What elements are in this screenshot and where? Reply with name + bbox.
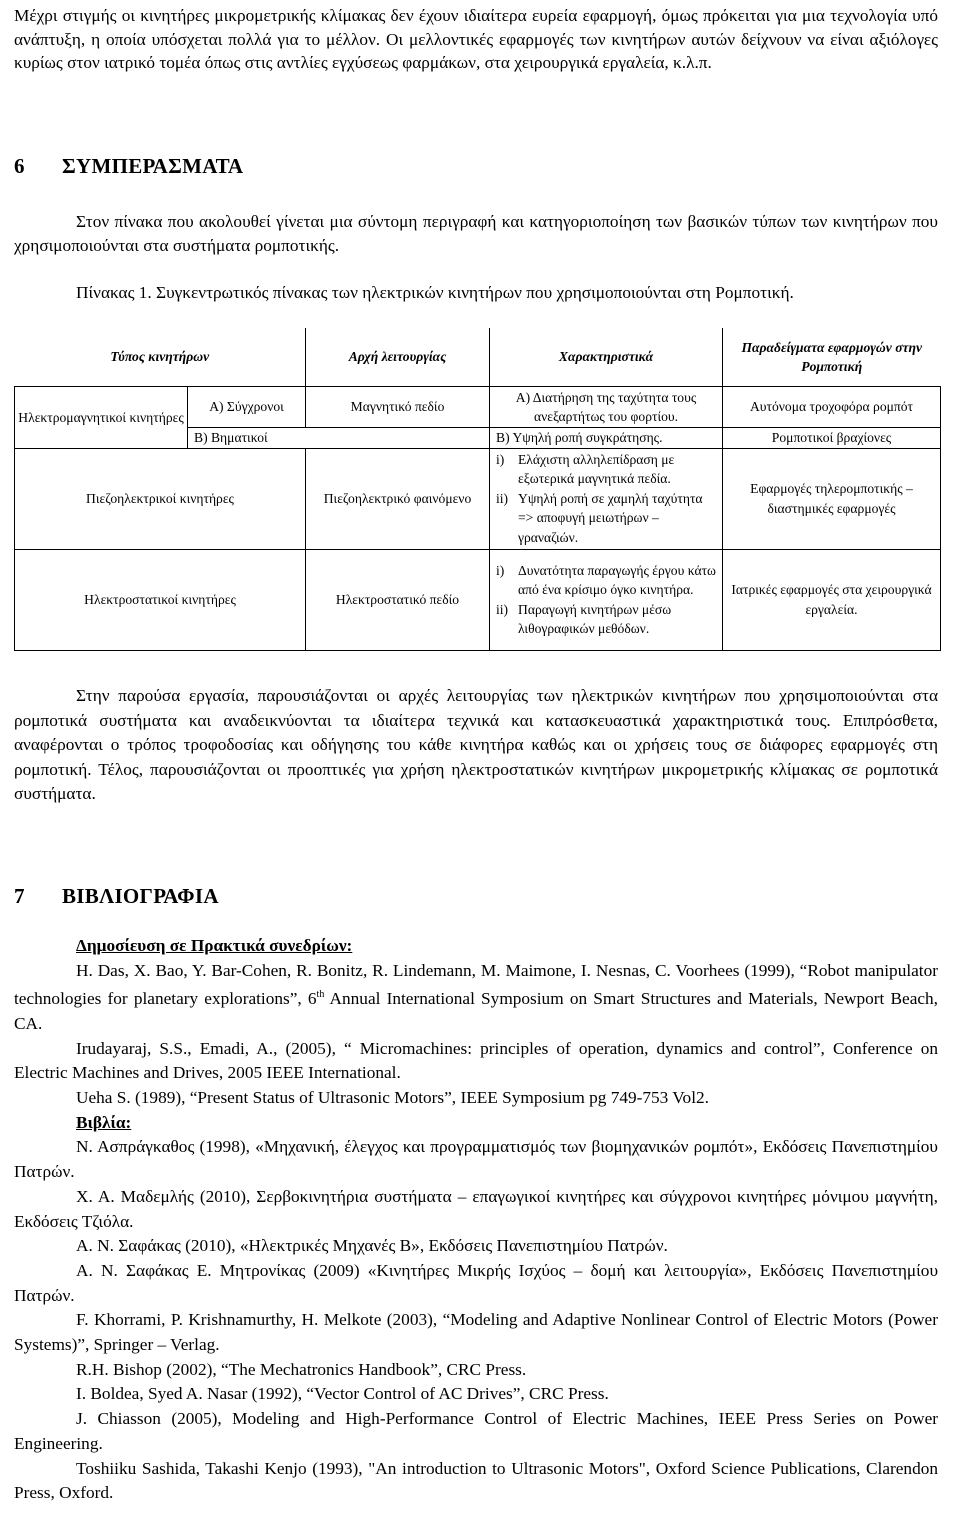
- reference-item: F. Khorrami, P. Krishnamurthy, H. Melkote (2003), “Modeling and Adaptive Nonlinear Control of Electric Motors (Power Systems)”, Springer – Verlag.: [14, 1310, 938, 1355]
- em-principle-cell: Μαγνητικό πεδίο: [306, 387, 490, 428]
- section-6-title: ΣΥΜΠΕΡΑΣΜΑΤΑ: [62, 154, 244, 178]
- header-features: Χαρακτηριστικά: [490, 328, 723, 387]
- reference-item: Χ. Α. Μαδεμλής (2010), Σερβοκινητήρια συστήματα – επαγωγικοί κινητήρες και σύγχρονοι κινητήρες μόνιμου μαγνήτη, Εκδόσεις Τζιόλα.: [14, 1186, 938, 1231]
- piezo-type-cell: Πιεζοηλεκτρικοί κινητήρες: [15, 448, 306, 549]
- es-example-cell: Ιατρικές εφαρμογές στα χειρουργικά εργαλεία.: [723, 549, 941, 650]
- summary-paragraph: Στον πίνακα που ακολουθεί γίνεται μια σύντομη περιγραφή και κατηγοριοποίηση των βασικών τύπων των κινητήρων που χρησιμοποιούνται στα συστήματα ρομποτικής.: [14, 212, 938, 255]
- motors-table: [14, 328, 941, 651]
- bibliography: [14, 934, 938, 1506]
- reference-item: Α. Ν. Σαφάκας Ε. Μητρονίκας (2009) «Κινητήρες Μικρής Ισχύος – δομή και λειτουργία», Εκδόσεις Πανεπιστημίου Πατρών.: [14, 1260, 938, 1305]
- es-feature-2: ii) Παραγωγή κινητήρων μέσω λιθογραφικών μεθόδων.: [496, 601, 672, 636]
- em-type-cell: Ηλεκτρομαγνητικοί κινητήρες: [15, 387, 188, 449]
- section-7-number: 7: [14, 884, 25, 908]
- piezo-feature-2: ii) Υψηλή ροπή σε χαμηλή ταχύτητα => αποφυγή μειωτήρων – γραναζιών.: [496, 490, 703, 545]
- table-row-piezo: [15, 448, 941, 549]
- reference-item: Ν. Ασπράγκαθος (1998), «Μηχανική, έλεγχος και προγραμματισμός των βιομηχανικών ρομπότ», Εκδόσεις Πανεπιστημίου Πατρών.: [14, 1137, 938, 1182]
- es-type-cell: Ηλεκτροστατικοί κινητήρες: [15, 549, 306, 650]
- es-feature-1: i) Δυνατότητα παραγωγής έργου κάτω από ένα κρίσιμο όγκο κινητήρα.: [496, 562, 716, 597]
- presentation-paragraph: Στην παρούσα εργασία, παρουσιάζονται οι αρχές λειτουργίας των ηλεκτρικών κινητήρων που χρησιμοποιούνται στα ρομποτικά συστήματα και αναδεικνύονται τα ιδιαίτερα τεχνικά και κατασκευαστικά χαρακτηριστικά τους. Επιπρόσθετα, αναφέρονται ο τρόπος τροφοδοσίας και οδήγησης του κάθε κινητήρα καθώς και οι χρήσεις τους σε διάφορες εφαρμογές στη ρομποτική. Τέλος, παρουσιάζονται οι προοπτικές για χρήση ηλεκτροστατικών κινητήρων μικρομετρικής κλίμακας σε ρομποτικά συστήματα.: [14, 686, 938, 804]
- section-6-heading: [14, 154, 243, 179]
- conference-heading: Δημοσίευση σε Πρακτικά συνεδρίων:: [76, 936, 353, 955]
- intro-paragraph: Μέχρι στιγμής οι κινητήρες μικρομετρικής κλίμακας δεν έχουν ιδιαίτερα ευρεία εφαρμογή, όμως πρόκειται για μια τεχνολογία υπό ανάπτυξη, η οποία υπόσχεται πολλά για το μέλλον. Οι μελλοντικές εφαρμογές των κινητήρων αυτών δείχνουν να είναι αξιόλογες κυρίως στον ιατρικό τομέα όπως στις αντλίες εγχύσεως φαρμάκων, στα χειρουργικά εργαλεία, κ.λ.π.: [14, 6, 938, 72]
- section-7-title: ΒΙΒΛΙΟΓΡΑΦΙΑ: [62, 884, 219, 908]
- reference-item: Toshiiku Sashida, Takashi Kenjo (1993), "An introduction to Ultrasonic Motors", Oxford Science Publications, Clarendon Press, Oxford.: [14, 1458, 938, 1503]
- reference-item: Irudayaraj, S.S., Emadi, A., (2005), “ Micromachines: principles of operation, dynamics and control”, Conference on Electric Machines and Drives, 2005 IEEE International.: [14, 1038, 938, 1083]
- books-heading: Βιβλία:: [76, 1112, 132, 1132]
- em-step-feature-cell: Β) Υψηλή ροπή συγκράτησης.: [490, 428, 723, 449]
- es-principle-cell: Ηλεκτροστατικό πεδίο: [306, 549, 490, 650]
- table-row-sync: [15, 387, 941, 428]
- piezo-example-cell: Εφαρμογές τηλερομποτικής – διαστημικές εφαρμογές: [723, 448, 941, 549]
- reference-item: R.H. Bishop (2002), “The Mechatronics Handbook”, CRC Press.: [76, 1359, 527, 1379]
- piezo-feature-1: i) Ελάχιστη αλληλεπίδραση με εξωτερικά μαγνητικά πεδία.: [496, 451, 675, 487]
- em-sync-example-cell: Αυτόνομα τροχοφόρα ρομπότ: [723, 387, 941, 428]
- reference-item: I. Boldea, Syed A. Nasar (1992), “Vector Control of AC Drives”, CRC Press.: [76, 1384, 609, 1404]
- reference-item: Α. Ν. Σαφάκας (2010), «Ηλεκτρικές Μηχανές Β», Εκδόσεις Πανεπιστημίου Πατρών.: [76, 1236, 668, 1256]
- piezo-principle-cell: Πιεζοηλεκτρικό φαινόμενο: [306, 448, 490, 549]
- em-step-cell: Β) Βηματικοί: [188, 428, 490, 449]
- table-caption: Πίνακας 1. Συγκεντρωτικός πίνακας των ηλεκτρικών κινητήρων που χρησιμοποιούνται στη Ρομποτική.: [76, 283, 794, 302]
- table-header-row: [15, 328, 941, 387]
- piezo-features-cell: [490, 448, 723, 549]
- reference-item: Ueha S. (1989), “Present Status of Ultrasonic Motors”, IEEE Symposium pg 749-753 Vol2.: [76, 1087, 709, 1107]
- table-row-es: [15, 549, 941, 650]
- header-type: Τύπος κινητήρων: [15, 328, 306, 387]
- es-features-cell: [490, 549, 723, 650]
- em-sync-feature-cell: Α) Διατήρηση της ταχύτητα τους ανεξαρτήτως του φορτίου.: [490, 387, 723, 428]
- reference-item: H. Das, X. Bao, Y. Bar-Cohen, R. Bonitz, R. Lindemann, M. Maimone, I. Nesnas, C. Voorhees (1999), “Robot manipulator technologies for planetary explorations”, 6th Annual International Symposium on Smart Structures and Materials, Newport Beach, CA.: [14, 960, 938, 1033]
- em-sync-cell: Α) Σύγχρονοι: [188, 387, 306, 428]
- section-7-heading: [14, 884, 219, 909]
- header-principle: Αρχή λειτουργίας: [306, 328, 490, 387]
- section-6-number: 6: [14, 154, 25, 178]
- em-step-example-cell: Ρομποτικοί βραχίονες: [723, 428, 941, 449]
- header-examples: Παραδείγματα εφαρμογών στην Ρομποτική: [723, 328, 941, 387]
- reference-item: J. Chiasson (2005), Modeling and High-Performance Control of Electric Machines, IEEE Press Series on Power Engineering.: [14, 1409, 938, 1453]
